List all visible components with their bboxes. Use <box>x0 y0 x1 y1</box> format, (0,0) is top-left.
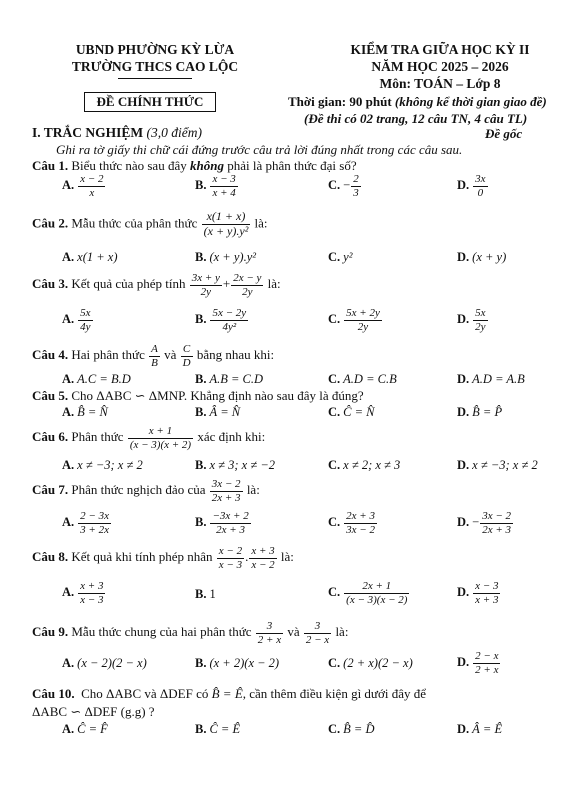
fraction <box>231 272 263 298</box>
option-label: D. <box>457 655 470 670</box>
minus-sign: − <box>343 178 351 193</box>
time-note: (không kể thời gian giao đề) <box>394 94 547 109</box>
frac-num: 5x <box>475 307 486 319</box>
option-value: (x − 2)(2 − x) <box>77 656 147 670</box>
q7-option-a <box>62 510 112 536</box>
frac-num: 3x <box>475 173 486 185</box>
option-value: (x + y) <box>472 250 507 264</box>
question-10 <box>32 686 552 702</box>
frac-den: 2y <box>475 320 486 333</box>
q2-option-a <box>62 250 118 265</box>
option-label: A. <box>62 515 75 530</box>
frac-den: 2x + 3 <box>216 523 245 536</box>
q8-option-d <box>457 580 501 606</box>
question-4 <box>32 343 274 369</box>
school-authority: UBND PHƯỜNG KỲ LỪA <box>75 42 235 57</box>
question-7 <box>32 478 260 504</box>
option-label: C. <box>328 515 341 530</box>
q9-option-c <box>328 656 413 671</box>
frac-num: 2x + 3 <box>346 510 375 522</box>
pages-note: (Đề thi có 02 trang, 12 câu TN, 4 câu TL) <box>304 111 528 126</box>
school-year: NĂM HỌC 2025 – 2026 <box>371 59 509 74</box>
q3-option-c <box>328 307 383 333</box>
exam-title: KIỂM TRA GIỮA HỌC KỲ II <box>350 42 530 57</box>
frac-num: x(1 + x) <box>202 210 251 225</box>
frac-num: 2 − 3x <box>80 510 109 522</box>
fraction <box>210 307 248 333</box>
question-3 <box>32 272 281 298</box>
q5-option-c <box>328 405 375 420</box>
q1-label: Câu 1. <box>32 158 69 173</box>
fraction <box>473 580 500 606</box>
fraction <box>304 620 331 646</box>
fraction <box>78 510 111 536</box>
option-label: B. <box>195 656 207 670</box>
fraction <box>256 620 283 646</box>
q1-option-d <box>457 173 489 199</box>
q9-option-a <box>62 656 147 671</box>
option-label: D. <box>457 372 470 386</box>
frac-num: x − 2 <box>218 545 243 557</box>
original-label: Đề gốc <box>485 126 523 141</box>
option-label: C. <box>328 722 341 736</box>
option-label: A. <box>62 312 75 327</box>
fraction <box>473 650 500 676</box>
frac-den: 4y <box>80 320 91 333</box>
option-value: Ĉ = F̂ <box>77 722 108 736</box>
q10-option-b <box>195 722 240 737</box>
frac-den: x <box>89 186 95 199</box>
q7-option-c <box>328 510 378 536</box>
q2-text-a: Mẫu thức của phân thức <box>71 215 198 231</box>
option-label: C. <box>328 656 341 670</box>
q5-option-a <box>62 405 108 420</box>
q2-option-b <box>195 250 256 265</box>
q7-text-b: là: <box>246 482 260 498</box>
q5-option-d <box>457 405 502 420</box>
q10-text-a: Cho ΔABC và ΔDEF có <box>81 686 209 701</box>
frac-den: 0 <box>477 186 484 199</box>
school-name: TRƯỜNG THCS CAO LỘC <box>71 59 239 74</box>
option-label: B. <box>195 178 207 193</box>
q4-text-mid: và <box>164 347 177 363</box>
fraction <box>78 307 92 333</box>
option-value: (x + y).y² <box>209 250 256 264</box>
frac-num: 2 <box>353 173 359 185</box>
header-underline-left <box>118 78 192 79</box>
fraction <box>190 272 222 298</box>
frac-num: 3 <box>304 620 331 634</box>
question-6 <box>32 425 265 451</box>
q3-option-b <box>195 307 249 333</box>
option-value: (2 + x)(2 − x) <box>343 656 413 670</box>
option-label: D. <box>457 178 470 193</box>
option-label: B. <box>195 312 207 327</box>
q3-text-a: Kết quả của phép tính <box>71 276 186 292</box>
option-label: D. <box>457 515 470 530</box>
option-label: B. <box>195 587 207 601</box>
section-instruction: Ghi ra tờ giấy thi chữ cái đứng trước câu trả lời đúng nhất trong các câu sau. <box>56 142 463 157</box>
fraction <box>351 173 361 199</box>
frac-num: x + 3 <box>80 580 104 592</box>
subject-line: Môn: TOÁN – Lớp 8 <box>379 76 501 91</box>
option-label: C. <box>328 405 341 419</box>
q6-option-c <box>328 458 400 473</box>
option-label: B. <box>195 372 207 386</box>
frac-num: A <box>151 343 158 355</box>
frac-den: 4y² <box>222 320 237 333</box>
q9-text-a: Mẫu thức chung của hai phân thức <box>71 624 252 640</box>
option-label: A. <box>62 372 75 386</box>
q1-text-a: Biểu thức nào sau đây <box>71 158 187 173</box>
option-value: A.D = A.B <box>472 372 525 386</box>
fraction <box>78 580 105 606</box>
frac-num: −3x + 2 <box>212 510 249 522</box>
option-value: Ĉ = N̂ <box>343 405 375 419</box>
fraction <box>344 580 409 606</box>
frac-num: 5x − 2y <box>212 307 247 319</box>
q1-option-b <box>195 173 239 199</box>
dot-sign: . <box>245 549 249 565</box>
option-label: A. <box>62 405 75 419</box>
option-label: B. <box>195 722 207 736</box>
question-2 <box>32 210 268 239</box>
plus-sign: + <box>222 276 231 292</box>
option-value: x(1 + x) <box>77 250 118 264</box>
frac-num: 2 − x <box>475 650 499 662</box>
q8-option-b <box>195 587 216 602</box>
q6-text-b: xác định khi: <box>197 429 266 445</box>
q4-option-c <box>328 372 397 387</box>
official-label: ĐỀ CHÍNH THỨC <box>96 94 204 109</box>
question-10-line2: ΔABC ∽ ΔDEF (g.g) ? <box>32 704 155 719</box>
frac-num: x − 2 <box>80 173 104 185</box>
frac-den: x + 3 <box>475 593 499 606</box>
frac-den: 2 + x <box>475 663 499 676</box>
option-label: A. <box>62 722 75 736</box>
frac-den: x − 2 <box>251 558 275 571</box>
option-value: B̂ = D̂ <box>343 722 375 736</box>
q8-text-a: Kết quả khi tính phép nhân <box>71 549 213 565</box>
q2-text-b: là: <box>254 215 268 231</box>
q8-label: Câu 8. <box>32 549 69 565</box>
fraction <box>344 510 377 536</box>
q4-option-d <box>457 372 525 387</box>
frac-den: 2y <box>200 285 211 298</box>
q4-text-b: bằng nhau khi: <box>196 347 275 363</box>
option-value: x ≠ 2; x ≠ 3 <box>343 458 401 472</box>
option-label: B. <box>195 458 207 472</box>
fraction <box>78 173 105 199</box>
q7-text-a: Phân thức nghịch đảo của <box>71 482 206 498</box>
question-5 <box>32 388 364 404</box>
q4-label: Câu 4. <box>32 347 69 363</box>
q8-text-b: là: <box>280 549 294 565</box>
q3-text-b: là: <box>267 276 281 292</box>
q10-option-a <box>62 722 108 737</box>
q2-option-d <box>457 250 506 265</box>
option-label: B. <box>195 250 207 264</box>
fraction <box>149 343 160 369</box>
fraction <box>210 510 250 536</box>
option-label: B. <box>195 515 207 530</box>
q1-emph: không <box>189 158 224 173</box>
frac-num: 3 <box>256 620 283 634</box>
q6-option-b <box>195 458 275 473</box>
q9-text-b: là: <box>335 624 349 640</box>
option-label: D. <box>457 722 470 736</box>
question-8 <box>32 545 294 571</box>
frac-den: 3x − 2 <box>346 523 375 536</box>
fraction <box>480 510 513 536</box>
option-label: C. <box>328 312 341 327</box>
frac-num: x + 1 <box>128 425 193 439</box>
frac-num: C <box>181 343 193 357</box>
frac-num: 3x − 2 <box>482 510 512 522</box>
frac-num: 5x + 2y <box>346 307 380 319</box>
option-value: A.C = B.D <box>77 372 131 386</box>
q7-option-d <box>457 510 514 536</box>
q3-label: Câu 3. <box>32 276 69 292</box>
option-value: x ≠ −3; x ≠ 2 <box>472 458 538 472</box>
option-label: C. <box>328 178 341 193</box>
q9-option-b <box>195 656 279 671</box>
q6-label: Câu 6. <box>32 429 69 445</box>
q4-text-a: Hai phân thức <box>71 347 145 363</box>
fraction <box>210 478 243 504</box>
frac-den: (x + y).y² <box>203 223 249 238</box>
fraction <box>181 343 193 369</box>
frac-den: x + 4 <box>212 186 236 199</box>
q10-option-d <box>457 722 502 737</box>
frac-num: x + 3 <box>251 545 275 557</box>
q1-option-c <box>328 173 362 199</box>
q6-option-d <box>457 458 538 473</box>
frac-den: 3 <box>353 186 359 199</box>
q9-option-d <box>457 650 501 676</box>
option-label: A. <box>62 178 75 193</box>
option-label: D. <box>457 585 470 600</box>
frac-num: 5x <box>80 307 91 319</box>
q5-label: Câu 5. <box>32 388 69 403</box>
q10-label: Câu 10. <box>32 686 75 701</box>
frac-den: 2y <box>357 320 369 333</box>
option-value: Â = Ê <box>472 722 503 736</box>
fraction <box>210 173 237 199</box>
frac-den: D <box>182 356 191 369</box>
section-points: (3,0 điểm) <box>146 125 202 140</box>
q6-option-a <box>62 458 143 473</box>
q9-text-mid: và <box>287 624 300 640</box>
option-label: C. <box>328 372 341 386</box>
time-line <box>288 94 547 110</box>
q10-option-c <box>328 722 375 737</box>
q5-text-a: Cho ΔABC ∽ ΔMNP <box>71 388 184 403</box>
fraction <box>128 425 193 451</box>
option-label: D. <box>457 250 470 264</box>
section-title <box>32 125 202 141</box>
option-label: C. <box>328 585 341 600</box>
q9-label: Câu 9. <box>32 624 69 640</box>
frac-den: (x − 3)(x + 2) <box>129 438 192 451</box>
option-value: (x + 2)(x − 2) <box>209 656 280 670</box>
frac-den: 2x + 3 <box>211 491 241 504</box>
option-label: B. <box>195 405 207 419</box>
fraction <box>249 545 276 571</box>
fraction <box>217 545 244 571</box>
frac-den: 2 + x <box>257 633 282 646</box>
q4-option-a <box>62 372 131 387</box>
q1-option-a <box>62 173 106 199</box>
question-1 <box>32 158 357 174</box>
option-value: Â = N̂ <box>209 405 241 419</box>
frac-num: x − 3 <box>475 580 499 592</box>
option-value: B̂ = P̂ <box>472 405 503 419</box>
q3-option-d <box>457 307 489 333</box>
option-value: A.D = C.B <box>343 372 397 386</box>
frac-num: 3x + y <box>191 272 220 284</box>
fraction <box>473 173 487 199</box>
option-value: 1 <box>209 587 216 601</box>
option-value: A.B = C.D <box>209 372 264 386</box>
option-label: D. <box>457 405 470 419</box>
option-value: x ≠ 3; x ≠ −2 <box>209 458 276 472</box>
section-title-text: I. TRẮC NGHIỆM <box>32 125 144 140</box>
q5-option-b <box>195 405 240 420</box>
q1-text-b: phải là phân thức đại số? <box>227 158 357 173</box>
question-9 <box>32 620 348 646</box>
frac-den: x − 3 <box>80 593 104 606</box>
q7-option-b <box>195 510 252 536</box>
frac-num: 3x − 2 <box>211 478 241 490</box>
option-label: A. <box>62 585 75 600</box>
frac-den: B <box>151 356 158 369</box>
fraction <box>344 307 382 333</box>
option-value: y² <box>343 250 353 264</box>
option-label: C. <box>328 458 341 472</box>
frac-den: 2x + 3 <box>482 523 512 536</box>
frac-num: x − 3 <box>212 173 236 185</box>
option-label: A. <box>62 656 75 670</box>
q8-option-c <box>328 580 410 606</box>
q4-option-b <box>195 372 263 387</box>
frac-den: 3 + 2x <box>80 523 109 536</box>
q6-text-a: Phân thức <box>71 429 124 445</box>
option-label: D. <box>457 458 470 472</box>
frac-den: (x − 3)(x − 2) <box>346 593 408 606</box>
frac-den: 2y <box>242 285 253 298</box>
option-label: C. <box>328 250 341 264</box>
q8-option-a <box>62 580 106 606</box>
time-label: Thời gian: 90 phút <box>288 94 392 109</box>
option-label: D. <box>457 312 470 327</box>
minus-sign: − <box>472 515 480 530</box>
q5-text-b: . Khẳng định nào sau đây là đúng? <box>183 388 364 403</box>
option-value: Ĉ = Ê <box>209 722 241 736</box>
frac-num: 2x + 1 <box>344 580 409 594</box>
option-value: x ≠ −3; x ≠ 2 <box>77 458 143 472</box>
q3-option-a <box>62 307 94 333</box>
option-label: A. <box>62 250 75 264</box>
q7-label: Câu 7. <box>32 482 69 498</box>
q10-text-b: , cần thêm điều kiện gì dưới đây để <box>242 686 426 701</box>
q2-label: Câu 2. <box>32 215 69 231</box>
option-label: A. <box>62 458 75 472</box>
q10-condition: B̂ = Ê <box>211 686 243 701</box>
frac-den: x − 3 <box>218 558 243 571</box>
fraction <box>473 307 487 333</box>
frac-den: 2 − x <box>305 633 330 646</box>
q2-option-c <box>328 250 352 265</box>
option-value: B̂ = N̂ <box>77 405 108 419</box>
frac-num: 2x − y <box>233 272 262 284</box>
fraction <box>202 210 251 239</box>
